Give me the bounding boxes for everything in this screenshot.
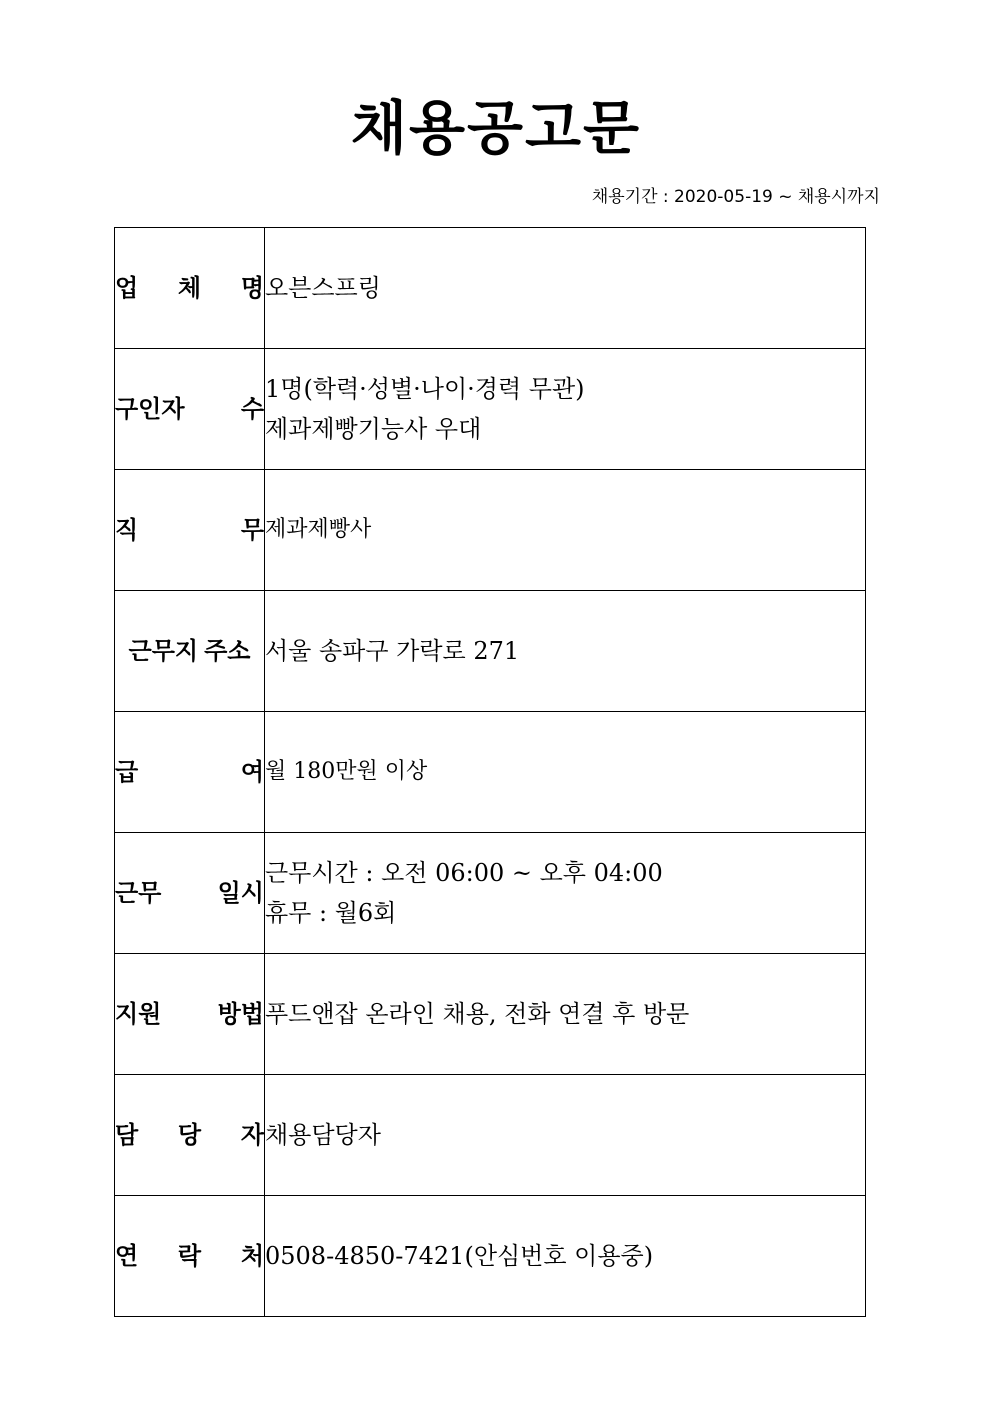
label-cell-headcount	[115, 349, 265, 470]
headcount-line-1: 1명(학력·성별·나이·경력 무관)	[265, 375, 585, 403]
recruitment-period: 채용기간 : 2020-05-19 ~ 채용시까지	[591, 187, 880, 207]
label-cell-apply	[115, 954, 265, 1075]
value-cell-address	[265, 591, 866, 712]
manager-value: 채용담당자	[265, 1121, 381, 1149]
hours-line-2: 휴무 : 월6회	[265, 899, 397, 927]
company-label: 업 체 명	[115, 274, 264, 302]
value-cell-salary	[265, 712, 866, 833]
label-cell-salary	[115, 712, 265, 833]
value-cell-contact	[265, 1196, 866, 1317]
duty-value: 제과제빵사	[265, 517, 372, 542]
table-row-hours	[115, 833, 866, 954]
label-cell-hours	[115, 833, 265, 954]
duty-label: 직 무	[115, 516, 264, 544]
table-row-apply	[115, 954, 866, 1075]
table-row-manager	[115, 1075, 866, 1196]
value-cell-apply	[265, 954, 866, 1075]
headcount-label: 구인자 수	[115, 395, 264, 423]
company-value: 오븐스프링	[265, 274, 381, 302]
table-row-salary	[115, 712, 866, 833]
label-cell-address	[115, 591, 265, 712]
apply-value: 푸드앤잡 온라인 채용, 전화 연결 후 방문	[265, 1000, 690, 1028]
label-cell-company	[115, 228, 265, 349]
contact-label: 연 락 처	[115, 1242, 264, 1270]
table-row-contact	[115, 1196, 866, 1317]
address-value: 서울 송파구 가락로 271	[265, 637, 520, 665]
apply-label: 지원 방법	[115, 1000, 264, 1028]
value-cell-headcount	[265, 349, 866, 470]
hours-line-1: 근무시간 : 오전 06:00 ~ 오후 04:00	[265, 859, 663, 887]
salary-label: 급 여	[115, 758, 264, 786]
value-cell-hours	[265, 833, 866, 954]
headcount-line-2: 제과제빵기능사 우대	[265, 415, 482, 443]
hours-label: 근무 일시	[115, 879, 264, 907]
table-row-address	[115, 591, 866, 712]
job-posting-table	[114, 227, 866, 1317]
address-label: 근무지 주소	[128, 637, 251, 665]
label-cell-contact	[115, 1196, 265, 1317]
manager-label: 담 당 자	[115, 1121, 264, 1149]
label-cell-duty	[115, 470, 265, 591]
table-row-headcount	[115, 349, 866, 470]
value-cell-duty	[265, 470, 866, 591]
table-row-duty	[115, 470, 866, 591]
document-title: 채용공고문	[350, 94, 642, 162]
salary-value: 월 180만원 이상	[265, 759, 428, 784]
table-row-company	[115, 228, 866, 349]
label-cell-manager	[115, 1075, 265, 1196]
value-cell-company	[265, 228, 866, 349]
value-cell-manager	[265, 1075, 866, 1196]
contact-value: 0508-4850-7421(안심번호 이용중)	[265, 1242, 654, 1270]
